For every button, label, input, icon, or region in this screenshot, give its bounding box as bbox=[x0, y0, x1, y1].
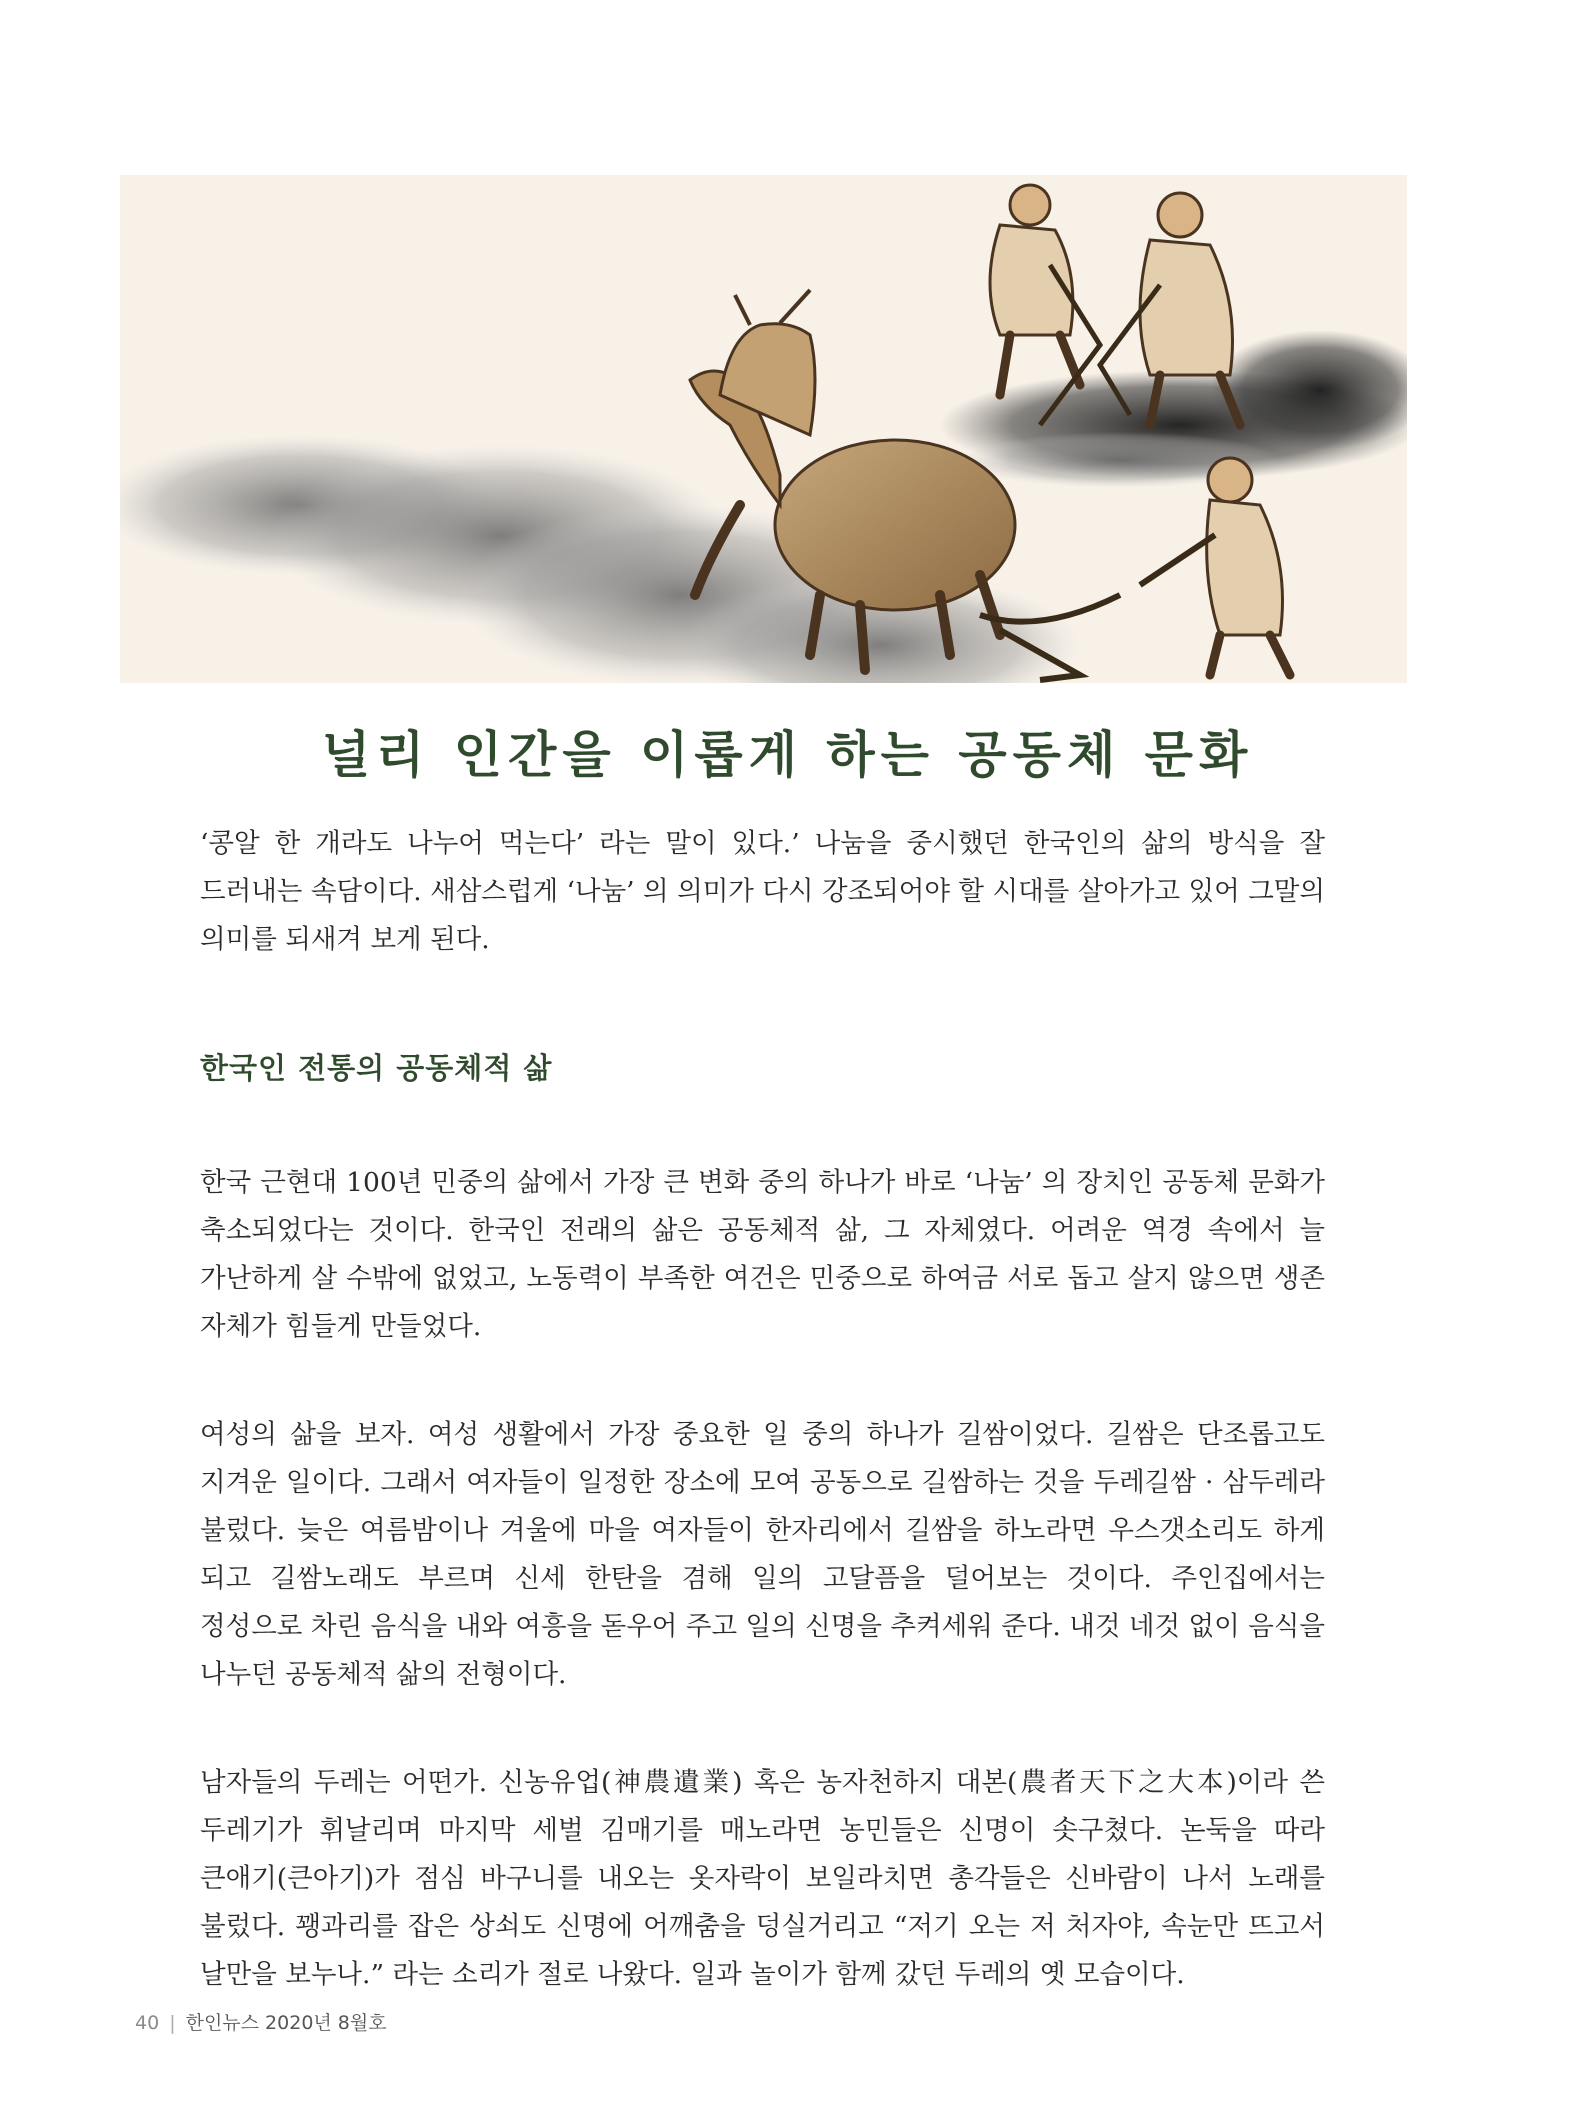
body-paragraph: 한국 근현대 100년 민중의 삶에서 가장 큰 변화 중의 하나가 바로 ‘나눔’ 의 장치인 공동체 문화가 축소되었다는 것이다. 한국인 전래의 삶은 공동체적 삶, 그 자체였다. 어려운 역경 속에서 늘 가난하게 살 수밖에 없었고, 노동력이 부족한 여건은 민중으로 하여금 서로 돕고 살지 않으면 생존 자체가 힘들게 만들었다. bbox=[200, 1167, 1325, 1342]
footer-separator: | bbox=[169, 2012, 176, 2034]
page-footer bbox=[135, 2008, 387, 2035]
publication-name: 한인뉴스 2020년 8월호 bbox=[185, 2012, 387, 2034]
hero-illustration bbox=[120, 175, 1407, 683]
paragraph-gap bbox=[200, 1699, 1325, 1759]
plowing-painting bbox=[120, 175, 1407, 683]
section-heading: 한국인 전통의 공동체적 삶 bbox=[200, 1051, 553, 1085]
intro-paragraph: ‘콩알 한 개라도 나누어 먹는다’ 라는 말이 있다.’ 나눔을 중시했던 한국인의 삶의 방식을 잘 드러내는 속담이다. 새삼스럽게 ‘나눔’ 의 의미가 다시 강조되어야 할 시대를 살아가고 있어 그말의 의미를 되새겨 보게 된다. bbox=[200, 828, 1325, 955]
page-number: 40 bbox=[135, 2012, 160, 2034]
paragraph-gap bbox=[200, 1351, 1325, 1411]
body-paragraph: 남자들의 두레는 어떤가. 신농유업(神農遺業) 혹은 농자천하지 대본(農者天下之大本)이라 쓴 두레기가 휘날리며 마지막 세벌 김매기를 매노라면 농민들은 신명이 솟구쳤다. 논둑을 따라 큰애기(큰아기)가 점심 바구니를 내오는 옷자락이 보일라치면 총각들은 신바람이 나서 노래를 불렀다. 꽹과리를 잡은 상쇠도 신명에 어깨춤을 덩실거리고 “저기 오는 저 처자야, 속눈만 뜨고서 날만을 보누나.” 라는 소리가 절로 나왔다. 일과 놀이가 함께 갔던 두레의 옛 모습이다. bbox=[200, 1767, 1325, 1990]
body-paragraph: 여성의 삶을 보자. 여성 생활에서 가장 중요한 일 중의 하나가 길쌈이었다. 길쌈은 단조롭고도 지겨운 일이다. 그래서 여자들이 일정한 장소에 모여 공동으로 길쌈하는 것을 두레길쌈 · 삼두레라 불렀다. 늦은 여름밤이나 겨울에 마을 여자들이 한자리에서 길쌈을 하노라면 우스갯소리도 하게 되고 길쌈노래도 부르며 신세 한탄을 겸해 일의 고달픔을 덜어보는 것이다. 주인집에서는 정성으로 차린 음식을 내와 여흥을 돋우어 주고 일의 신명을 추켜세워 준다. 내것 네것 없이 음식을 나누던 공동체적 삶의 전형이다. bbox=[200, 1419, 1325, 1690]
article-body bbox=[200, 820, 1325, 1999]
page-title: 널리 인간을 이롭게 하는 공동체 문화 bbox=[321, 726, 1254, 784]
